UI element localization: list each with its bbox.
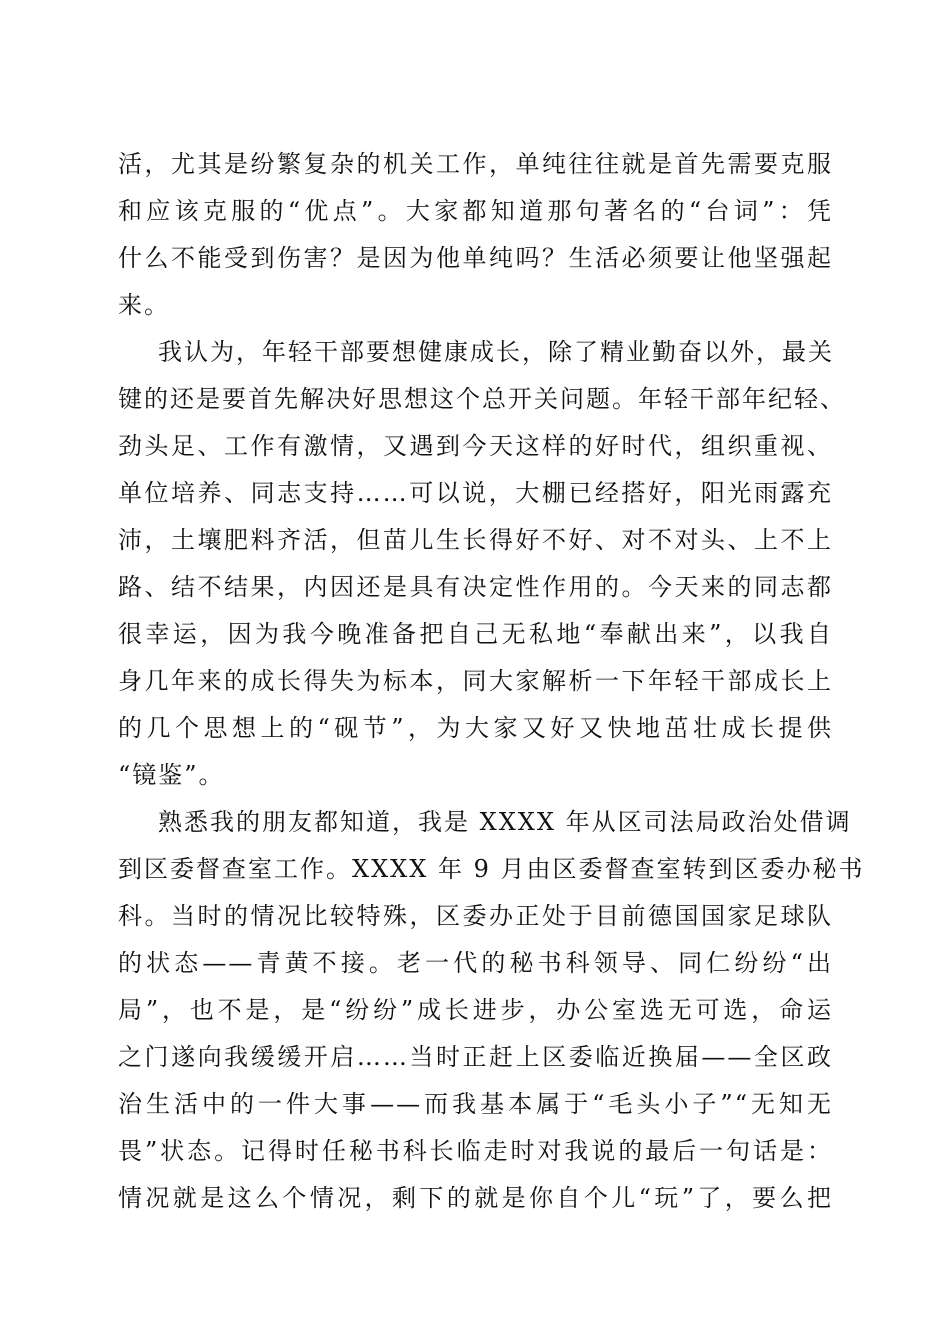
paragraph-line: 的几个思想上的“砚节”，为大家又好又快地茁壮成长提供: [118, 714, 833, 742]
paragraph-line: 的状态——青黄不接。老一代的秘书科领导、同仁纷纷“出: [118, 949, 833, 977]
paragraph-line: 和应该克服的“优点”。大家都知道那句著名的“台词”：凭: [118, 197, 833, 225]
paragraph-line: “镜鉴”。: [118, 761, 225, 789]
paragraph-line: 单位培养、同志支持……可以说，大棚已经搭好，阳光雨露充: [118, 479, 833, 507]
paragraph-line: 键的还是要首先解决好思想这个总开关问题。年轻干部年纪轻、: [118, 385, 846, 413]
paragraph-line: 身几年来的成长得失为标本，同大家解析一下年轻干部成长上: [118, 667, 833, 695]
paragraph-line: 沛，土壤肥料齐活，但苗儿生长得好不好、对不对头、上不上: [118, 526, 833, 554]
paragraph-line: 情况就是这么个情况，剩下的就是你自个儿“玩”了，要么把: [118, 1184, 833, 1212]
paragraph-line: 什么不能受到伤害？是因为他单纯吗？生活必须要让他坚强起: [118, 244, 833, 272]
paragraph-line: 畏”状态。记得时任秘书科长临走时对我说的最后一句话是：: [118, 1137, 833, 1165]
paragraph-line: 局”，也不是，是“纷纷”成长进步，办公室选无可选，命运: [118, 996, 833, 1024]
paragraph-line: 科。当时的情况比较特殊，区委办正处于目前德国国家足球队: [118, 902, 833, 930]
paragraph-line: 之门遂向我缓缓开启……当时正赶上区委临近换届——全区政: [118, 1043, 833, 1071]
paragraph-first-line: 熟悉我的朋友都知道，我是 XXXX 年从区司法局政治处借调: [158, 808, 852, 836]
paragraph-line: 劲头足、工作有激情，又遇到今天这样的好时代，组织重视、: [118, 432, 833, 460]
paragraph-line: 路、结不结果，内因还是具有决定性作用的。今天来的同志都: [118, 573, 833, 601]
paragraph-line: 来。: [118, 291, 170, 319]
paragraph-line: 活，尤其是纷繁复杂的机关工作，单纯往往就是首先需要克服: [118, 150, 833, 178]
paragraph-line: 治生活中的一件大事——而我基本属于“毛头小子”“无知无: [118, 1090, 833, 1118]
paragraph-line: 到区委督查室工作。XXXX 年 9 月由区委督查室转到区委办秘书: [118, 855, 865, 883]
paragraph-line: 很幸运，因为我今晚准备把自己无私地“奉献出来”，以我自: [118, 620, 833, 648]
document-body: [118, 141, 865, 1222]
paragraph-first-line: 我认为，年轻干部要想健康成长，除了精业勤奋以外，最关: [158, 338, 834, 366]
